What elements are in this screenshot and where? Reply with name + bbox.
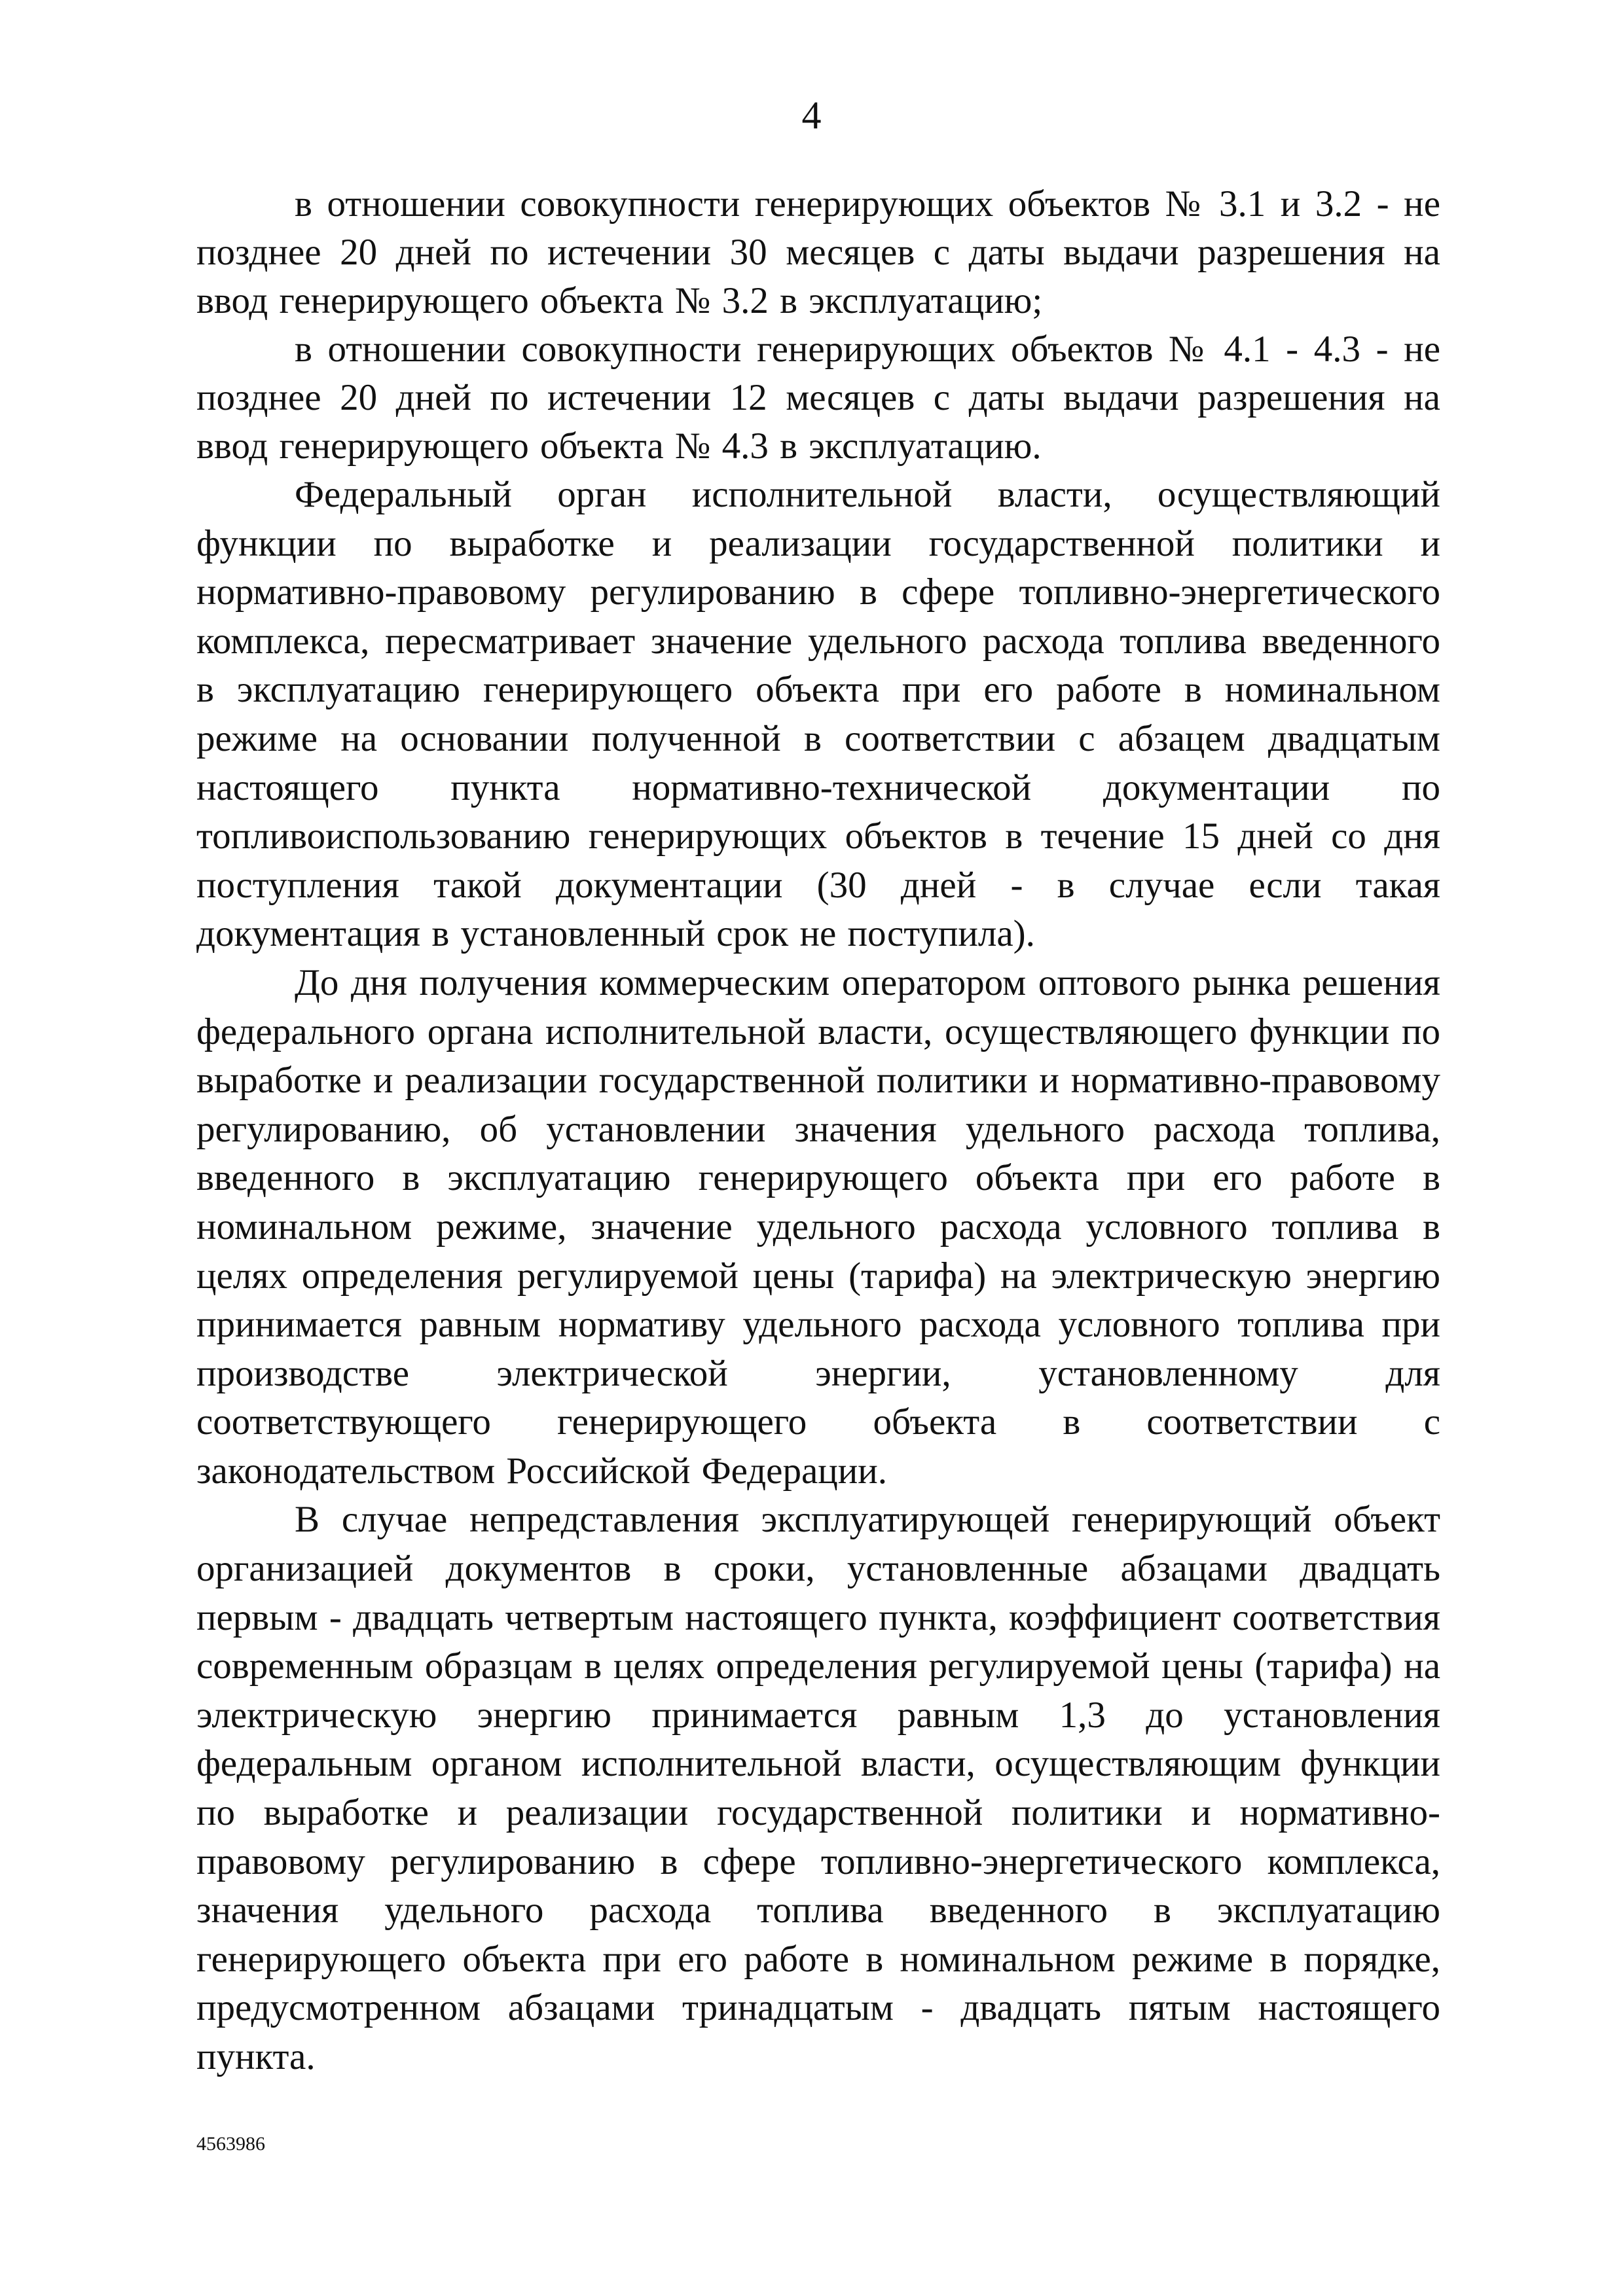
paragraph-federal-body-review: Федеральный орган исполнительной власти, осуществляющий функции по выработке и реализации государственной политики и нормативно-правовому регулированию в сфере топливно-энергетического комплекса, пересматривает значение удельного расхода топлива введенного в эксплуатацию генерирующего объекта при его работе в номинальном режиме на основании полученной в соответствии с абзацем двадцатым настоящего пункта нормативно-технической документации по топливоиспользованию генерирующих объектов в течение 15 дней со дня поступления такой документации (30 дней - в случае если такая документация в установленный срок не поступила). (196, 474, 1440, 955)
paragraph-until-decision: До дня получения коммерческим оператором оптового рынка решения федерального органа исполнительной власти, осуществляющего функции по выработке и реализации государственной политики и нормативно-правовому регулированию, об установлении значения удельного расхода топлива, введенного в эксплуатацию генерирующего объекта при его работе в номинальном режиме, значение удельного расхода условного топлива в целях определения регулируемой цены (тарифа) на электрическую энергию принимается равным нормативу удельного расхода условного топлива при производстве электрической энергии, установленному для соответствующего генерирующего объекта в соответствии с законодательством Российской Федерации. (196, 961, 1440, 1492)
paragraph-gen-objects-4: в отношении совокупности генерирующих объектов № 4.1 - 4.3 - не позднее 20 дней по истечении 12 месяцев с даты выдачи разрешения на ввод генерирующего объекта № 4.3 в эксплуатацию. (196, 329, 1440, 467)
paragraph-gen-objects-3: в отношении совокупности генерирующих объектов № 3.1 и 3.2 - не позднее 20 дней по истечении 30 месяцев с даты выдачи разрешения на ввод генерирующего объекта № 3.2 в эксплуатацию; (196, 183, 1440, 321)
document-code: 4563986 (196, 2133, 265, 2155)
paragraph-non-submission: В случае непредставления эксплуатирующей генерирующий объект организацией документов в сроки, установленные абзацами двадцать первым - двадцать четвертым настоящего пункта, коэффициент соответствия современным образцам в целях определения регулируемой цены (тарифа) на электрическую энергию принимается равным 1,3 до установления федеральным органом исполнительной власти, осуществляющим функции по выработке и реализации государственной политики и нормативно-правовому регулированию в сфере топливно-энергетического комплекса, значения удельного расхода топлива введенного в эксплуатацию генерирующего объекта при его работе в номинальном режиме в порядке, предусмотренном абзацами тринадцатым - двадцать пятым настоящего пункта. (196, 1499, 1440, 2077)
page-number: 4 (801, 94, 822, 137)
document-body (196, 180, 1440, 2082)
